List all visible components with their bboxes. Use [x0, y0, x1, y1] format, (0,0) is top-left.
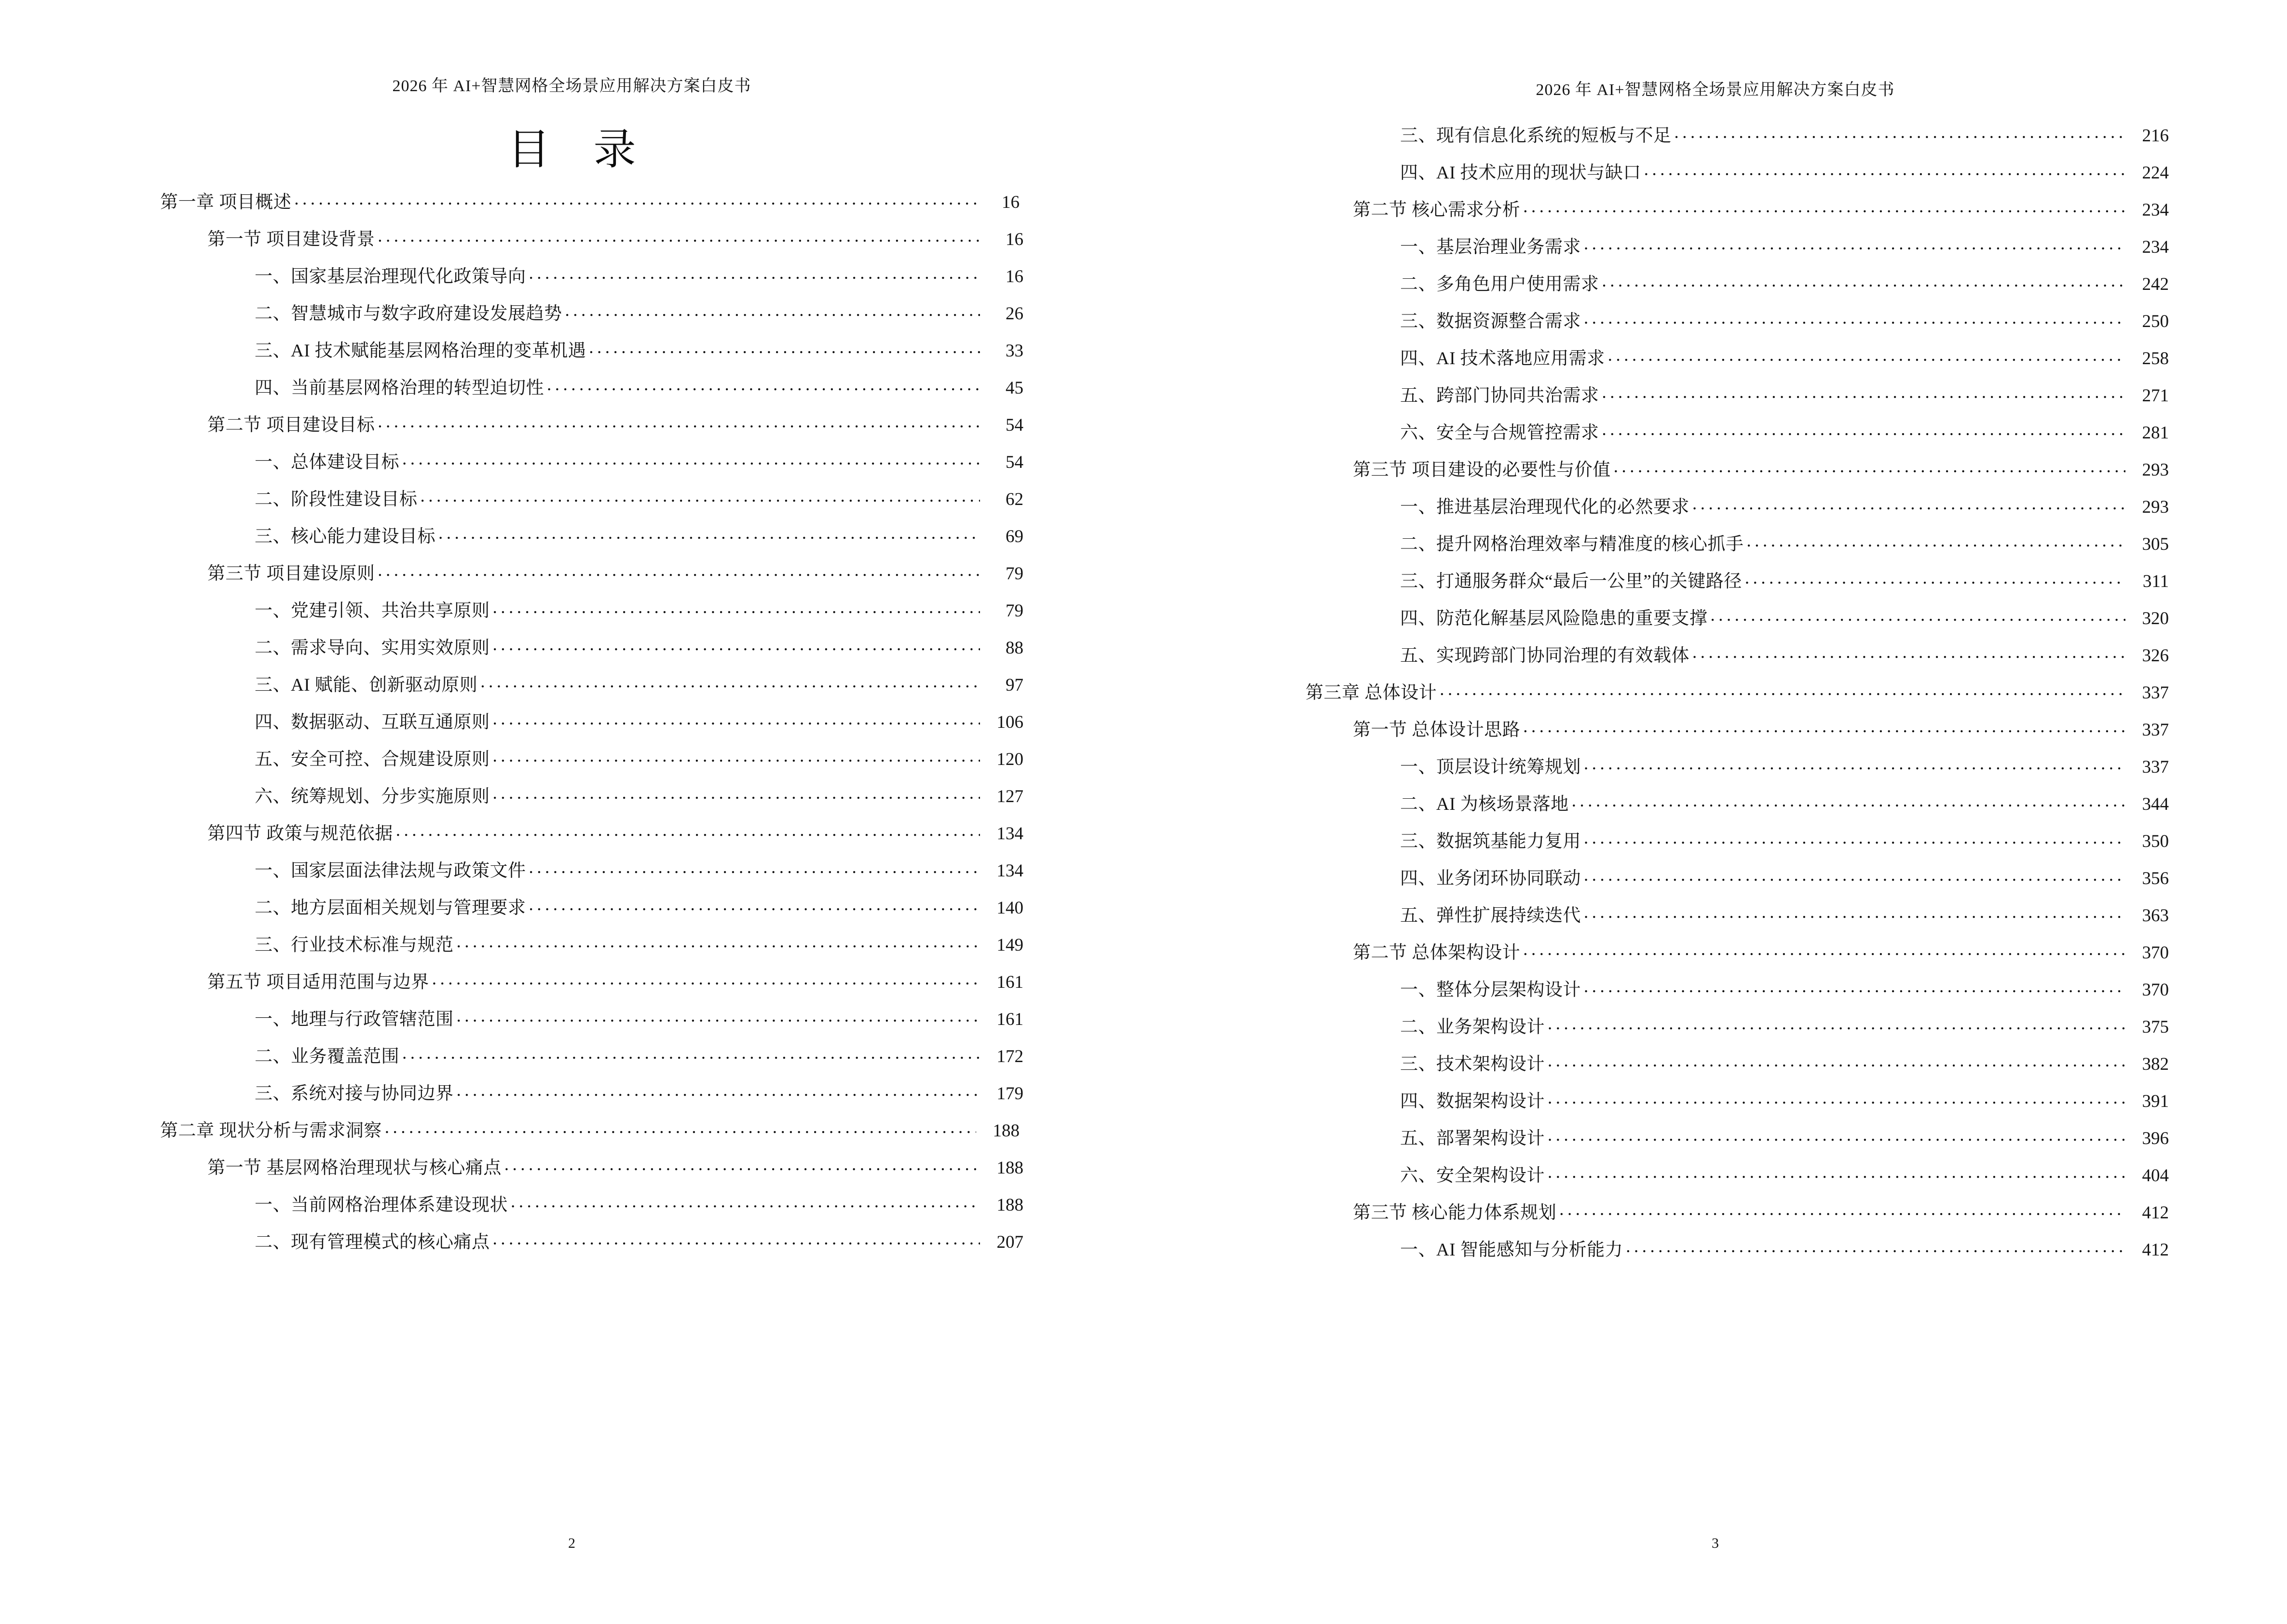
toc-entry-label: 一、党建引领、共治共享原则: [255, 601, 490, 621]
dot-leader: [1523, 198, 2125, 216]
toc-entry-page-number: 396: [2142, 1129, 2169, 1148]
toc-list-right: [1144, 121, 2287, 1272]
dot-leader: [1559, 1201, 2125, 1218]
toc-entry[interactable]: [1306, 1235, 2169, 1272]
toc-entry[interactable]: [160, 187, 1020, 224]
toc-entry[interactable]: [1306, 901, 2169, 938]
toc-entry[interactable]: [1306, 195, 2169, 232]
toc-entry-label: 三、AI 赋能、创新驱动原则: [255, 675, 478, 695]
toc-entry[interactable]: [160, 373, 1023, 410]
dot-leader: [1584, 903, 2125, 921]
toc-entry-page-number: 391: [2142, 1092, 2169, 1111]
dot-leader: [493, 636, 980, 654]
dot-leader: [421, 487, 980, 505]
dot-leader: [511, 1193, 980, 1211]
toc-entry-page-number: 216: [2142, 126, 2169, 146]
dot-leader: [294, 190, 976, 208]
running-header: 2026 年 AI+智慧网格全场景应用解决方案白皮书: [392, 77, 751, 95]
toc-entry-label: 五、部署架构设计: [1400, 1129, 1545, 1148]
toc-entry[interactable]: [1306, 863, 2169, 901]
toc-list-left: [0, 187, 1144, 1264]
toc-entry-label: 四、当前基层网格治理的转型迫切性: [255, 378, 544, 398]
toc-entry-label: 第三节 项目建设的必要性与价值: [1353, 460, 1611, 480]
toc-entry-label: 四、AI 技术应用的现状与缺口: [1400, 163, 1641, 183]
toc-entry[interactable]: [160, 1190, 1023, 1227]
toc-entry-label: 三、核心能力建设目标: [255, 527, 436, 546]
toc-entry[interactable]: [160, 484, 1023, 521]
toc-entry[interactable]: [1306, 492, 2169, 529]
toc-entry[interactable]: [1306, 1198, 2169, 1235]
dot-leader: [1747, 532, 2126, 550]
dot-leader: [1674, 123, 2126, 141]
toc-entry-label: 五、实现跨部门协同治理的有效载体: [1400, 646, 1689, 666]
dot-leader: [529, 896, 980, 914]
dot-leader: [1584, 755, 2125, 773]
toc-entry-page-number: 370: [2142, 943, 2169, 963]
toc-entry-page-number: 188: [993, 1121, 1020, 1141]
toc-entry-label: 三、AI 技术赋能基层网格治理的变革机遇: [255, 341, 586, 361]
toc-entry[interactable]: [1306, 381, 2169, 418]
toc-entry-page-number: 356: [2142, 869, 2169, 888]
page-right-content: [1144, 0, 2287, 1624]
dot-leader: [1626, 1238, 2125, 1256]
toc-entry[interactable]: [1306, 455, 2169, 492]
dot-leader: [396, 821, 980, 839]
toc-entry[interactable]: [160, 1153, 1023, 1190]
toc-entry-page-number: 172: [996, 1047, 1023, 1066]
toc-entry-label: 三、行业技术标准与规范: [255, 935, 454, 955]
dot-leader: [1548, 1052, 2125, 1070]
toc-entry-page-number: 234: [2142, 237, 2169, 257]
toc-entry-page-number: 79: [1006, 564, 1023, 584]
toc-entry[interactable]: [1306, 1012, 2169, 1049]
toc-entry-label: 第一节 总体设计思路: [1353, 720, 1521, 740]
dot-leader: [438, 524, 980, 542]
toc-entry[interactable]: [160, 447, 1023, 484]
dot-leader: [1608, 346, 2125, 364]
toc-entry-label: 二、阶段性建设目标: [255, 490, 418, 509]
dot-leader: [1548, 1015, 2125, 1033]
toc-entry-page-number: 16: [1002, 192, 1020, 212]
dot-leader: [1602, 383, 2126, 401]
toc-entry[interactable]: [1306, 1160, 2169, 1198]
toc-entry-page-number: 54: [1006, 415, 1023, 435]
toc-entry-page-number: 16: [1006, 230, 1023, 249]
toc-entry[interactable]: [160, 1078, 1023, 1116]
toc-entry-label: 第二节 项目建设目标: [207, 415, 375, 435]
toc-entry-label: 三、技术架构设计: [1400, 1054, 1545, 1074]
toc-entry-page-number: 88: [1006, 638, 1023, 658]
toc-entry[interactable]: [1306, 641, 2169, 678]
toc-entry-page-number: 161: [996, 972, 1023, 992]
toc-entry-label: 一、整体分层架构设计: [1400, 980, 1581, 1000]
toc-entry-label: 第一节 项目建设背景: [207, 230, 375, 249]
toc-entry-page-number: 106: [996, 712, 1023, 732]
toc-entry-page-number: 320: [2142, 609, 2169, 628]
toc-entry-label: 三、现有信息化系统的短板与不足: [1400, 126, 1672, 146]
toc-entry-label: 第三节 核心能力体系规划: [1353, 1203, 1557, 1223]
toc-entry[interactable]: [1306, 678, 2169, 715]
toc-entry-label: 一、顶层设计统筹规划: [1400, 757, 1581, 777]
toc-entry[interactable]: [160, 781, 1023, 819]
toc-entry[interactable]: [160, 224, 1023, 261]
toc-entry-page-number: 293: [2142, 497, 2169, 517]
toc-entry[interactable]: [160, 744, 1023, 781]
toc-entry-page-number: 242: [2142, 274, 2169, 294]
toc-entry[interactable]: [160, 299, 1023, 336]
toc-entry-label: 一、基层治理业务需求: [1400, 237, 1581, 257]
toc-entry-page-number: 79: [1006, 601, 1023, 621]
dot-leader: [1440, 681, 2125, 698]
toc-entry[interactable]: [1306, 343, 2169, 381]
toc-entry[interactable]: [1306, 715, 2169, 752]
toc-entry-label: 四、数据驱动、互联互通原则: [255, 712, 490, 732]
toc-entry[interactable]: [160, 1227, 1023, 1264]
toc-entry-label: 一、推进基层治理现代化的必然要求: [1400, 497, 1689, 517]
toc-entry[interactable]: [1306, 603, 2169, 641]
toc-entry-label: 五、跨部门协同共治需求: [1400, 386, 1599, 406]
toc-entry-page-number: 337: [2142, 683, 2169, 703]
dot-leader: [457, 1081, 980, 1099]
toc-entry[interactable]: [1306, 529, 2169, 566]
dot-leader: [1602, 421, 2126, 438]
toc-entry[interactable]: [160, 670, 1023, 707]
toc-entry-page-number: 69: [1006, 527, 1023, 546]
toc-entry-page-number: 234: [2142, 200, 2169, 220]
toc-entry[interactable]: [160, 1041, 1023, 1078]
toc-entry-page-number: 258: [2142, 349, 2169, 368]
toc-entry-label: 二、现有管理模式的核心痛点: [255, 1232, 490, 1252]
toc-entry[interactable]: [1306, 752, 2169, 789]
toc-entry-page-number: 45: [1006, 378, 1023, 398]
toc-entry[interactable]: [1306, 1086, 2169, 1123]
dot-leader: [547, 376, 980, 394]
toc-entry-label: 五、弹性扩展持续迭代: [1400, 906, 1581, 926]
toc-entry-page-number: 207: [996, 1232, 1023, 1252]
dot-leader: [1548, 1089, 2125, 1107]
toc-entry-page-number: 281: [2142, 423, 2169, 443]
toc-entry-page-number: 337: [2142, 720, 2169, 740]
toc-entry[interactable]: [160, 856, 1023, 893]
toc-entry-label: 第三章 总体设计: [1306, 683, 1437, 703]
toc-entry[interactable]: [1306, 232, 2169, 269]
dot-leader: [1644, 161, 2125, 178]
dot-leader: [402, 1044, 980, 1062]
toc-entry[interactable]: [160, 1004, 1023, 1041]
toc-entry-page-number: 350: [2142, 832, 2169, 851]
toc-entry-label: 三、数据筑基能力复用: [1400, 832, 1581, 851]
toc-entry-label: 四、业务闭环协同联动: [1400, 869, 1581, 888]
dot-leader: [1692, 495, 2125, 513]
dot-leader: [1711, 606, 2126, 624]
toc-entry-label: 二、提升网格治理效率与精准度的核心抓手: [1400, 534, 1744, 554]
dot-leader: [1584, 235, 2125, 253]
toc-entry-label: 第一章 项目概述: [160, 192, 292, 212]
dot-leader: [1745, 569, 2125, 587]
dot-leader: [402, 450, 980, 468]
toc-entry-page-number: 326: [2142, 646, 2169, 666]
toc-entry-page-number: 337: [2142, 757, 2169, 777]
toc-entry-page-number: 375: [2142, 1017, 2169, 1037]
toc-entry-label: 六、统筹规划、分步实施原则: [255, 787, 490, 806]
toc-entry-label: 二、地方层面相关规划与管理要求: [255, 898, 526, 918]
toc-entry[interactable]: [160, 930, 1023, 967]
toc-entry-page-number: 412: [2142, 1203, 2169, 1223]
toc-entry-page-number: 271: [2142, 386, 2169, 406]
dot-leader: [504, 1156, 980, 1174]
dot-leader: [480, 673, 980, 691]
toc-entry-label: 第二节 核心需求分析: [1353, 200, 1521, 220]
toc-entry-label: 二、AI 为核场景落地: [1400, 794, 1569, 814]
toc-entry-page-number: 179: [996, 1084, 1023, 1104]
dot-leader: [493, 1230, 980, 1248]
toc-entry-page-number: 293: [2142, 460, 2169, 480]
dot-leader: [1584, 866, 2125, 884]
dot-leader: [589, 339, 980, 356]
toc-entry[interactable]: [160, 967, 1023, 1004]
toc-entry[interactable]: [1306, 566, 2169, 603]
toc-entry[interactable]: [160, 893, 1023, 930]
toc-entry-label: 五、安全可控、合规建设原则: [255, 750, 490, 769]
toc-entry-label: 第三节 项目建设原则: [207, 564, 375, 584]
toc-entry[interactable]: [160, 1116, 1020, 1153]
toc-entry-page-number: 344: [2142, 794, 2169, 814]
dot-leader: [493, 710, 980, 728]
toc-entry-label: 第二章 现状分析与需求洞察: [160, 1121, 382, 1141]
toc-entry-page-number: 97: [1006, 675, 1023, 695]
toc-entry-label: 第五节 项目适用范围与边界: [207, 972, 429, 992]
dot-leader: [457, 933, 980, 951]
toc-entry-page-number: 250: [2142, 312, 2169, 331]
toc-entry[interactable]: [1306, 1123, 2169, 1160]
toc-entry-label: 二、需求导向、实用实效原则: [255, 638, 490, 658]
toc-entry-label: 一、地理与行政管辖范围: [255, 1010, 454, 1029]
toc-entry-label: 四、防范化解基层风险隐患的重要支撑: [1400, 609, 1708, 628]
toc-entry-page-number: 224: [2142, 163, 2169, 183]
dot-leader: [529, 859, 980, 876]
toc-entry-label: 二、业务覆盖范围: [255, 1047, 399, 1066]
toc-entry-page-number: 120: [996, 750, 1023, 769]
toc-entry[interactable]: [160, 559, 1023, 596]
dot-leader: [493, 747, 980, 765]
toc-entry-label: 第一节 基层网格治理现状与核心痛点: [207, 1158, 502, 1178]
dot-leader: [493, 599, 980, 616]
toc-entry-page-number: 33: [1006, 341, 1023, 361]
toc-entry-page-number: 404: [2142, 1166, 2169, 1186]
dot-leader: [493, 784, 980, 802]
dot-leader: [1602, 272, 2126, 290]
toc-entry-page-number: 134: [996, 861, 1023, 881]
dot-leader: [1523, 718, 2125, 736]
dot-leader: [1584, 978, 2125, 996]
toc-entry-label: 四、AI 技术落地应用需求: [1400, 349, 1605, 368]
toc-entry[interactable]: [1306, 975, 2169, 1012]
toc-entry-label: 六、安全与合规管控需求: [1400, 423, 1599, 443]
dot-leader: [1548, 1126, 2125, 1144]
toc-entry-page-number: 140: [996, 898, 1023, 918]
toc-entry[interactable]: [1306, 938, 2169, 975]
toc-entry-label: 六、安全架构设计: [1400, 1166, 1545, 1186]
dot-leader: [1548, 1163, 2125, 1181]
toc-entry-label: 二、多角色用户使用需求: [1400, 274, 1599, 294]
toc-entry-label: 三、打通服务群众“最后一公里”的关键路径: [1400, 572, 1742, 591]
toc-entry-label: 第二节 总体架构设计: [1353, 943, 1521, 963]
toc-entry[interactable]: [1306, 306, 2169, 343]
dot-leader: [432, 970, 980, 988]
toc-entry-page-number: 62: [1006, 490, 1023, 509]
page-number-folio: 2: [568, 1535, 575, 1551]
toc-entry-label: 四、数据架构设计: [1400, 1092, 1545, 1111]
dot-leader: [565, 301, 980, 319]
toc-entry-label: 一、国家基层治理现代化政策导向: [255, 267, 526, 287]
toc-entry[interactable]: [160, 336, 1023, 373]
page-title: 目 录: [507, 127, 653, 174]
toc-entry[interactable]: [160, 707, 1023, 744]
dot-leader: [378, 227, 980, 245]
page-number-folio: 3: [1712, 1535, 1719, 1551]
toc-entry[interactable]: [160, 521, 1023, 559]
toc-entry-page-number: 127: [996, 787, 1023, 806]
dot-leader: [457, 1007, 980, 1025]
dot-leader: [529, 264, 980, 282]
toc-entry[interactable]: [1306, 269, 2169, 306]
dot-leader: [385, 1119, 976, 1136]
toc-entry-label: 一、当前网格治理体系建设现状: [255, 1195, 508, 1215]
running-header: 2026 年 AI+智慧网格全场景应用解决方案白皮书: [1536, 81, 1895, 99]
dot-leader: [1584, 829, 2125, 847]
dot-leader: [1614, 458, 2125, 476]
toc-entry-page-number: 305: [2142, 534, 2169, 554]
dot-leader: [378, 413, 980, 431]
toc-entry-label: 一、总体建设目标: [255, 452, 399, 472]
toc-entry[interactable]: [160, 819, 1023, 856]
toc-entry-page-number: 188: [996, 1158, 1023, 1178]
toc-entry-label: 第四节 政策与规范依据: [207, 824, 393, 844]
toc-entry-page-number: 26: [1006, 304, 1023, 324]
toc-entry[interactable]: [160, 261, 1023, 299]
toc-entry-page-number: 161: [996, 1010, 1023, 1029]
toc-entry-label: 三、数据资源整合需求: [1400, 312, 1581, 331]
toc-entry-page-number: 149: [996, 935, 1023, 955]
dot-leader: [1572, 792, 2125, 810]
toc-entry[interactable]: [160, 596, 1023, 633]
toc-entry[interactable]: [1306, 121, 2169, 158]
page-right: [1144, 0, 2287, 1624]
toc-entry-label: 三、系统对接与协同边界: [255, 1084, 454, 1104]
dot-leader: [1692, 643, 2125, 661]
toc-entry[interactable]: [1306, 418, 2169, 455]
toc-entry-page-number: 363: [2142, 906, 2169, 926]
toc-entry-page-number: 54: [1006, 452, 1023, 472]
toc-entry-page-number: 412: [2142, 1240, 2169, 1260]
toc-entry-label: 一、AI 智能感知与分析能力: [1400, 1240, 1623, 1260]
toc-entry[interactable]: [160, 410, 1023, 447]
toc-entry[interactable]: [160, 633, 1023, 670]
dot-leader: [378, 561, 980, 579]
toc-entry-label: 二、智慧城市与数字政府建设发展趋势: [255, 304, 562, 324]
dot-leader: [1523, 941, 2125, 958]
toc-entry[interactable]: [1306, 789, 2169, 826]
toc-entry-page-number: 16: [1006, 267, 1023, 287]
toc-entry-label: 一、国家层面法律法规与政策文件: [255, 861, 526, 881]
toc-entry[interactable]: [1306, 158, 2169, 195]
toc-entry-label: 二、业务架构设计: [1400, 1017, 1545, 1037]
toc-entry-page-number: 134: [996, 824, 1023, 844]
dot-leader: [1584, 309, 2125, 327]
toc-entry-page-number: 311: [2142, 572, 2169, 591]
toc-entry-page-number: 188: [996, 1195, 1023, 1215]
toc-entry[interactable]: [1306, 1049, 2169, 1086]
toc-entry-page-number: 382: [2142, 1054, 2169, 1074]
toc-entry-page-number: 370: [2142, 980, 2169, 1000]
toc-entry[interactable]: [1306, 826, 2169, 863]
